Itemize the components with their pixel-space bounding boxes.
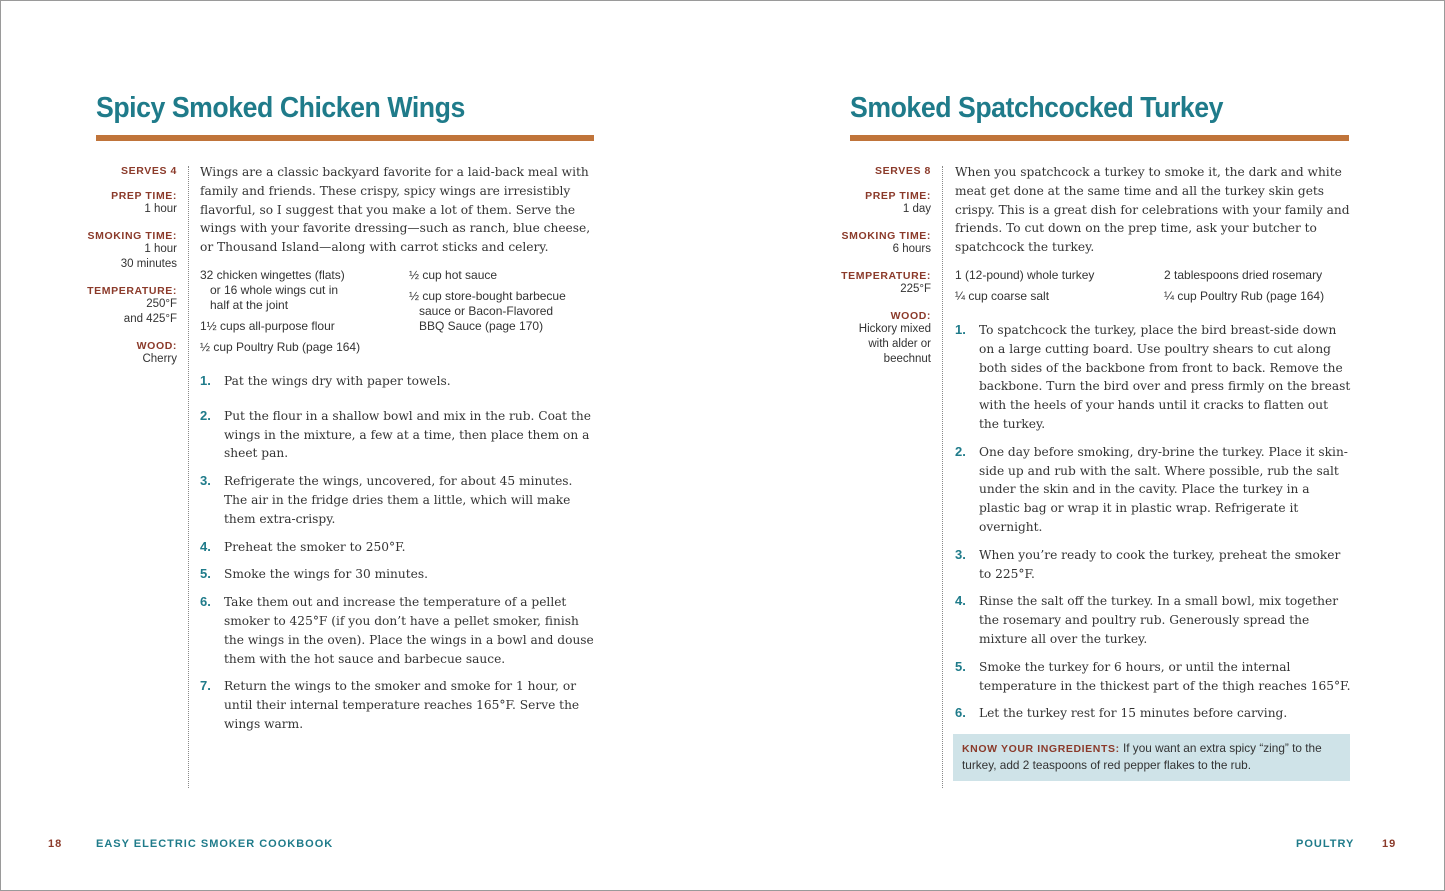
recipe-title: Smoked Spatchcocked Turkey — [850, 92, 1224, 124]
meta-label: PREP TIME: — [865, 190, 931, 202]
ingredients-column-1 — [955, 268, 1160, 310]
meta-group — [824, 230, 931, 257]
ingredient-item — [955, 268, 1160, 283]
step-text: Smoke the turkey for 6 hours, or until the internal temperature in the thickest part of the thigh reaches 165°F. — [979, 659, 1351, 693]
step-number: 6. — [955, 705, 966, 721]
divider-line — [942, 166, 943, 788]
divider-line — [188, 166, 189, 788]
step-item — [200, 593, 596, 668]
step-text: Refrigerate the wings, uncovered, for about 45 minutes. The air in the fridge dries them a little, which will make them extra-crispy. — [224, 474, 573, 526]
meta-label: SERVES 4 — [121, 165, 177, 177]
step-item — [200, 372, 596, 391]
step-number: 5. — [955, 658, 966, 674]
meta-group — [824, 310, 931, 367]
ingredient-item — [200, 340, 405, 355]
step-number: 4. — [200, 538, 211, 554]
meta-group — [70, 230, 177, 272]
meta-group — [70, 340, 177, 367]
ingredients-column-1 — [200, 268, 405, 361]
recipe-title: Spicy Smoked Chicken Wings — [96, 92, 465, 124]
meta-group — [70, 165, 177, 177]
meta-label: WOOD: — [890, 310, 931, 322]
step-item — [200, 565, 596, 584]
step-number: 5. — [200, 566, 211, 582]
running-section: POULTRY — [1296, 838, 1355, 850]
step-text: Put the flour in a shallow bowl and mix in the rub. Coat the wings in the mixture, a few at a time, then place them on a sheet pan. — [224, 408, 591, 461]
meta-label: SERVES 8 — [875, 165, 931, 177]
ingredients-column-2 — [1164, 268, 1354, 310]
ingredient-text: 1 (12-pound) whole turkey — [955, 268, 1095, 282]
meta-value: 1 hour — [144, 203, 177, 215]
page-number: 18 — [48, 838, 63, 850]
step-text: Return the wings to the smoker and smoke for 1 hour, or until their internal temperature reaches 165°F. Serve the wings warm. — [224, 679, 580, 731]
step-number: 7. — [200, 678, 211, 694]
step-text: Let the turkey rest for 15 minutes before carving. — [979, 706, 1288, 721]
step-item — [955, 704, 1351, 723]
meta-label: SMOKING TIME: — [87, 230, 177, 242]
step-text: Take them out and increase the temperature of a pellet smoker to 425°F (if you don’t have a pellet smoker, finish the wings in the oven). Place the wings in a bowl and douse them with the hot sauce and barbecue sauce. — [224, 595, 594, 666]
title-rule — [850, 135, 1349, 141]
ingredient-item — [409, 289, 599, 334]
step-item — [955, 321, 1351, 434]
step-item — [200, 472, 596, 528]
step-text: One day before smoking, dry-brine the turkey. Place it skin-side up and rub with the salt. Where possible, rub the salt under the skin and in the cavity. Place the turkey in a plastic bag or wrap it in plastic wrap. Refrigerate it overnight. — [979, 444, 1348, 534]
ingredient-text: ½ cup hot sauce — [409, 268, 498, 282]
meta-group — [70, 285, 177, 327]
meta-group — [824, 270, 931, 297]
step-text: When you’re ready to cook the turkey, preheat the smoker to 225°F. — [979, 547, 1341, 581]
step-text: Smoke the wings for 30 minutes. — [224, 567, 428, 582]
recipe-intro: Wings are a classic backyard favorite for a laid-back meal with family and friends. These crispy, spicy wings are irresistibly flavorful, so I suggest that you make a lot of them. Serve the wings with your favorite dressing—such as ranch, blue cheese, or Thousand Island—along with carrot sticks and celery. — [200, 165, 591, 255]
ingredient-item — [200, 319, 405, 334]
step-number: 2. — [955, 443, 966, 459]
title-rule — [96, 135, 594, 141]
left-page — [0, 0, 722, 891]
meta-value: 225°F — [900, 283, 931, 295]
meta-value: 1 hour 30 minutes — [120, 243, 177, 270]
step-item — [955, 443, 1351, 537]
ingredient-text: 2 tablespoons dried rosemary — [1164, 268, 1323, 282]
page-number: 19 — [1382, 838, 1397, 850]
ingredient-item — [200, 268, 405, 313]
step-item — [955, 658, 1351, 696]
ingredient-item — [1164, 289, 1354, 304]
meta-value: 1 day — [902, 203, 931, 215]
ingredient-text-continued: or 16 whole wings cut in half at the joint — [210, 283, 339, 312]
step-text: Rinse the salt off the turkey. In a small bowl, mix together the rosemary and poultry rub. Generously spread the mixture all over the turkey. — [979, 594, 1339, 646]
running-title: EASY ELECTRIC SMOKER COOKBOOK — [96, 838, 334, 850]
meta-group — [824, 165, 931, 177]
meta-label: SMOKING TIME: — [841, 230, 931, 242]
recipe-meta — [824, 165, 931, 380]
step-item — [200, 538, 596, 557]
ingredient-text: ¼ cup Poultry Rub (page 164) — [1164, 289, 1325, 303]
step-item — [200, 677, 596, 733]
right-page — [722, 0, 1445, 891]
step-number: 1. — [200, 373, 211, 388]
meta-label: WOOD: — [136, 340, 177, 352]
meta-value: Cherry — [142, 353, 177, 365]
step-text: To spatchcock the turkey, place the bird breast-side down on a large cutting board. Use poultry shears to cut along both sides of the backbone from front to back. Remove the backbone. Turn the bird over and press firmly on the breast with the heels of your hands until it cracks to flatten out the turkey. — [979, 323, 1351, 431]
ingredient-item — [409, 268, 599, 283]
recipe-meta — [70, 165, 177, 380]
tip-box — [953, 734, 1350, 781]
recipe-intro: When you spatchcock a turkey to smoke it, the dark and white meat get done at the same time and all the turkey skin gets crispy. This is a great dish for celebrations with your family and friends. To cut down on the prep time, ask your butcher to spatchcock the turkey. — [955, 165, 1350, 255]
ingredient-item — [1164, 268, 1354, 283]
recipe-steps — [200, 372, 596, 734]
step-number: 3. — [955, 546, 966, 562]
meta-group — [824, 190, 931, 217]
tip-text: If you want an extra spicy “zing” to the turkey, add 2 teaspoons of red pepper flakes to the rub. — [962, 741, 1322, 772]
meta-group — [70, 190, 177, 217]
meta-label: TEMPERATURE: — [841, 270, 931, 282]
ingredients-column-2 — [409, 268, 599, 340]
step-number: 6. — [200, 594, 211, 610]
ingredient-item — [955, 289, 1160, 304]
ingredient-text: ½ cup store-bought barbecue — [409, 289, 566, 303]
step-number: 1. — [955, 322, 966, 337]
step-number: 4. — [955, 593, 966, 609]
meta-value: 6 hours — [892, 243, 931, 255]
recipe-steps — [955, 321, 1351, 723]
meta-label: TEMPERATURE: — [87, 285, 177, 297]
ingredient-text: ½ cup Poultry Rub (page 164) — [200, 340, 361, 354]
meta-value: 250°F and 425°F — [123, 298, 177, 325]
step-number: 2. — [200, 407, 211, 423]
meta-value: Hickory mixed with alder or beechnut — [858, 323, 931, 365]
ingredient-text: 32 chicken wingettes (flats) — [200, 268, 345, 282]
step-item — [955, 546, 1351, 584]
step-number: 3. — [200, 473, 211, 489]
ingredient-text: ¼ cup coarse salt — [955, 289, 1050, 303]
meta-label: PREP TIME: — [111, 190, 177, 202]
step-text: Pat the wings dry with paper towels. — [224, 374, 451, 388]
step-item — [955, 592, 1351, 648]
step-text: Preheat the smoker to 250°F. — [224, 539, 406, 554]
ingredient-text: 1½ cups all-purpose flour — [200, 319, 335, 333]
step-item — [200, 407, 596, 463]
ingredient-text-continued: sauce or Bacon-Flavored BBQ Sauce (page 170) — [419, 304, 554, 333]
tip-label: KNOW YOUR INGREDIENTS: — [962, 743, 1120, 755]
